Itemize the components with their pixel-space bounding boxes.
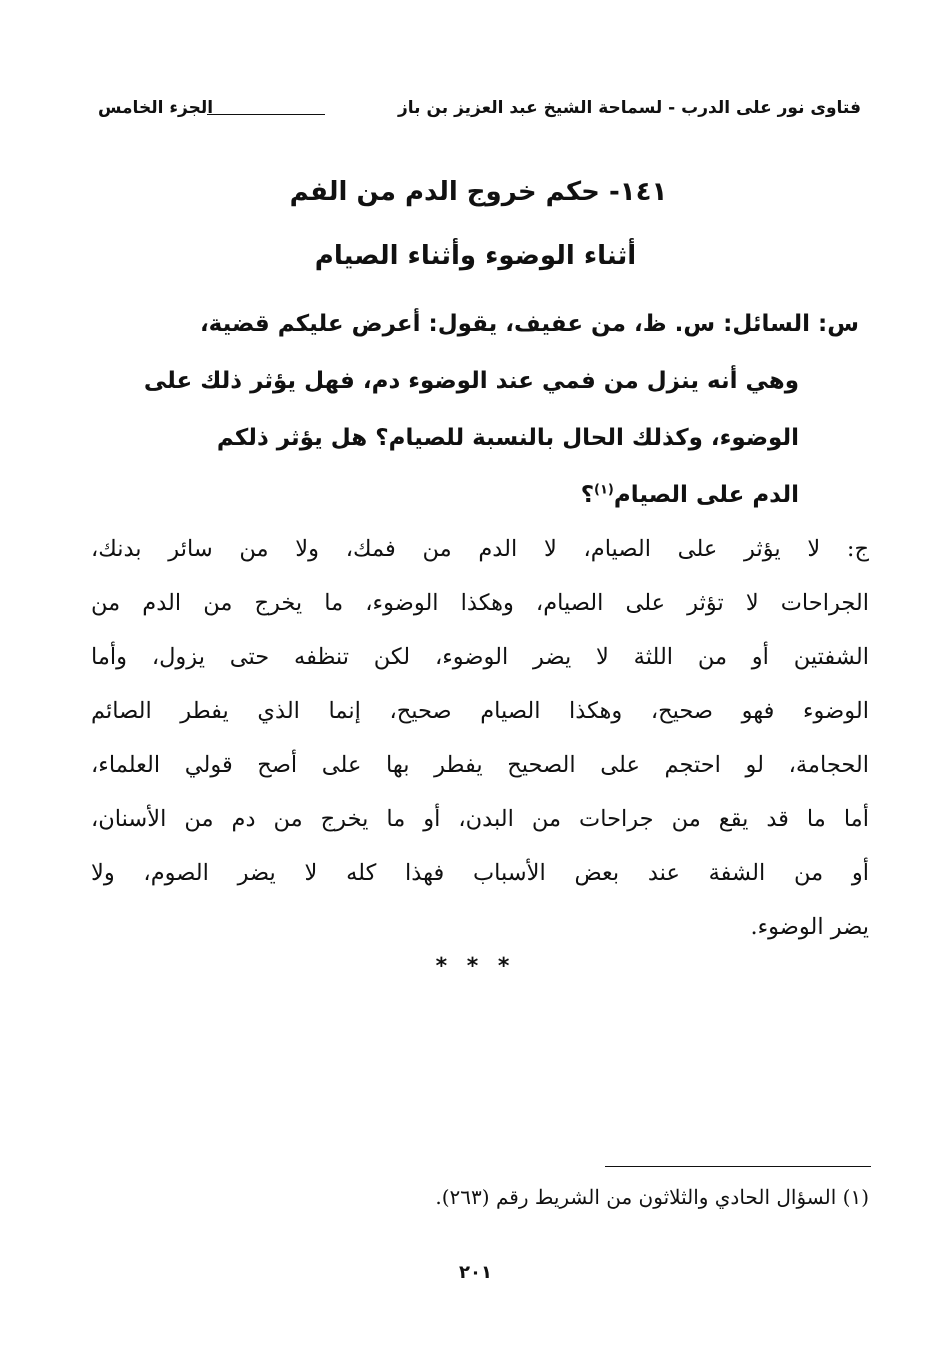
fatwa-title-line-1: ١٤١- حكم خروج الدم من الفم bbox=[289, 177, 668, 207]
footnote: (١) السؤال الحادي والثلاثون من الشريط رقم (٢٦٣). bbox=[435, 1185, 869, 1209]
header-book-title: فتاوى نور على الدرب - لسماحة الشيخ عبد العزيز بن باز bbox=[398, 98, 861, 118]
answer-line: أما ما قد يقع من جراحات من البدن، أو ما يخرج من دم من الأسنان، bbox=[91, 806, 869, 832]
fatwa-title-line-2: أثناء الوضوء وأثناء الصيام bbox=[314, 241, 637, 271]
footnote-reference: (١) bbox=[594, 482, 614, 498]
question-line-4 bbox=[129, 467, 859, 524]
question-mark: ؟ bbox=[580, 482, 595, 508]
answer-line: الحجامة، لو احتجم على الصحيح يفطر بها على أصح قولي العلماء، bbox=[91, 752, 869, 778]
answer-line: الجراحات لا تؤثر على الصيام، وهكذا الوضوء، ما يخرج من الدم من bbox=[91, 590, 869, 616]
answer-line: الشفتين أو من اللثة لا يضر الوضوء، لكن تنظفه حتى يزول، وأما bbox=[91, 644, 869, 670]
answer-line: يضر الوضوء. bbox=[750, 914, 869, 940]
question-line-3: الوضوء، وكذلك الحال بالنسبة للصيام؟ هل يؤثر ذلكم bbox=[216, 425, 799, 451]
answer-line: ج: لا يؤثر على الصيام، لا الدم من فمك، ولا من سائر بدنك، bbox=[91, 536, 869, 562]
footnote-rule bbox=[605, 1166, 871, 1167]
header-part-label: الجزء الخامس bbox=[98, 98, 214, 118]
answer-block bbox=[91, 522, 869, 954]
running-header bbox=[98, 94, 861, 130]
section-separator: * * * bbox=[435, 954, 516, 979]
question-line-1: س: السائل: س. ظ، من عفيف، يقول: أعرض عليكم قضية، bbox=[199, 311, 859, 337]
fatwa-title bbox=[0, 160, 951, 288]
answer-line: أو من الشفة عند بعض الأسباب فهذا كله لا يضر الصوم، ولا bbox=[91, 860, 869, 886]
question-line-2: وهي أنه ينزل من فمي عند الوضوء دم، فهل يؤثر ذلك على bbox=[143, 368, 799, 394]
header-rule bbox=[207, 114, 325, 115]
answer-line: الوضوء فهو صحيح، وهكذا الصيام صحيح، إنما الذي يفطر الصائم bbox=[91, 698, 869, 724]
question-line-4-text: الدم على الصيام bbox=[613, 482, 799, 508]
question-block bbox=[129, 296, 859, 524]
page-number: ٢٠١ bbox=[459, 1262, 492, 1283]
